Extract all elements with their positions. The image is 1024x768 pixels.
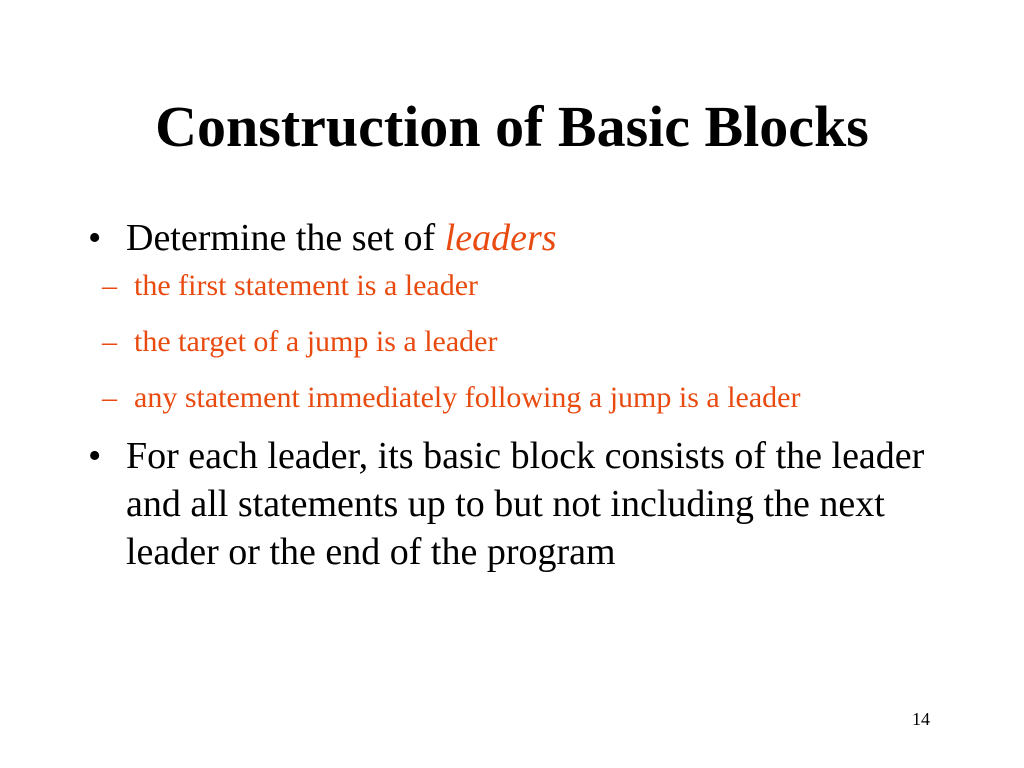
dash-marker: – bbox=[102, 325, 117, 358]
sub-bullet-item bbox=[90, 378, 938, 418]
sub-bullet-text: the first statement is a leader bbox=[134, 269, 479, 302]
sub-bullet-item bbox=[90, 322, 938, 362]
slide-body bbox=[88, 214, 938, 576]
sub-bullet-text: the target of a jump is a leader bbox=[134, 325, 498, 358]
sub-bullet-item bbox=[90, 266, 938, 306]
sub-bullet-text: any statement immediately following a jump is a leader bbox=[134, 381, 801, 414]
bullet-marker: • bbox=[88, 435, 102, 477]
sub-bullet-list bbox=[88, 266, 938, 418]
dash-marker: – bbox=[102, 381, 117, 414]
bullet-item bbox=[88, 214, 938, 262]
emphasized-term: leaders bbox=[444, 217, 557, 259]
slide-title: Construction of Basic Blocks bbox=[155, 94, 869, 159]
bullet-text: For each leader, its basic block consists of the leader and all statements up to but not including the next leader or the end of the program bbox=[126, 435, 925, 573]
bullet-text: Determine the set of bbox=[126, 217, 445, 259]
bullet-item bbox=[88, 432, 938, 576]
page-number: 14 bbox=[912, 709, 930, 729]
dash-marker: – bbox=[102, 269, 117, 302]
bullet-marker: • bbox=[88, 217, 102, 259]
